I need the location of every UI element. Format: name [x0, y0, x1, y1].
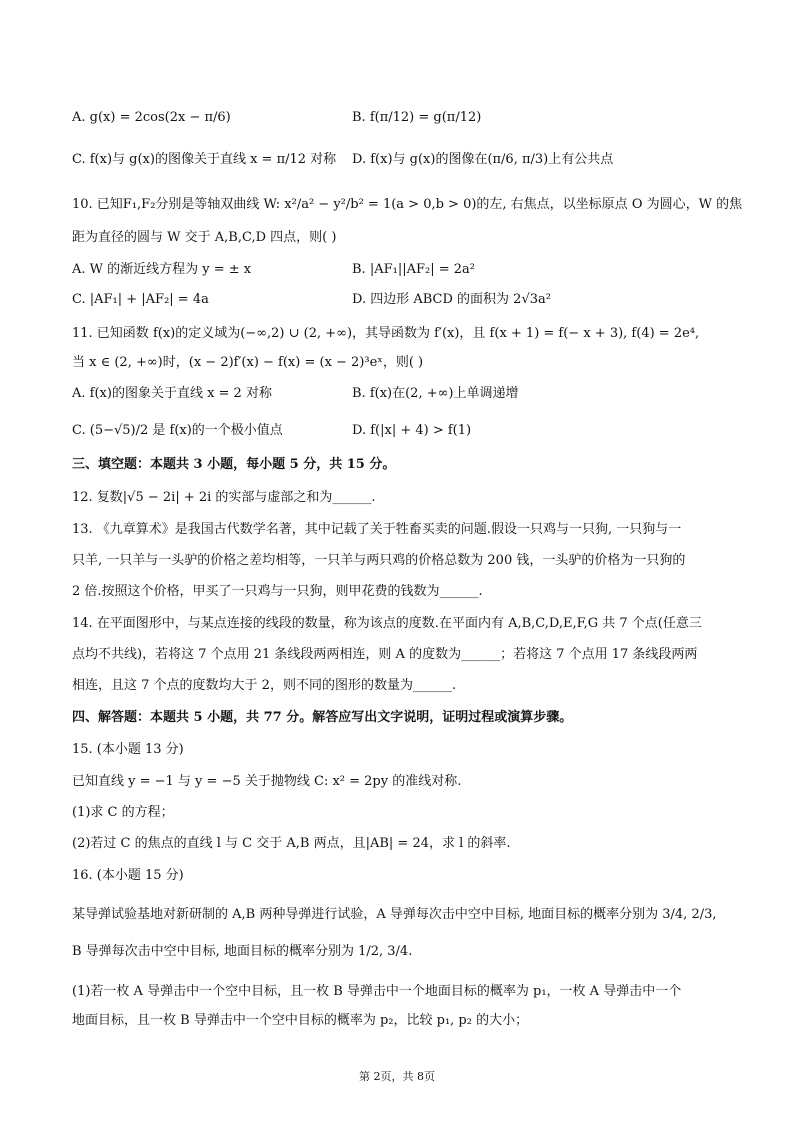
q16-part1-line1: (1)若一枚 A 导弹击中一个空中目标，且一枚 B 导弹击中一个地面目标的概率为 p₁，一枚 A 导弹击中一个 [72, 984, 682, 999]
q9-option-b: B. f(π/12) = g(π/12) [352, 110, 482, 125]
q10-stem-line1: 10. 已知F₁,F₂分别是等轴双曲线 W: x²/a² − y²/b² = 1(a > 0,b > 0)的左, 右焦点，以坐标原点 O 为圆心，W 的焦 [72, 197, 743, 212]
q10-option-c: C. |AF₁| + |AF₂| = 4a [72, 292, 209, 307]
q16-title: 16. (本小题 15 分) [72, 868, 184, 883]
q15-part1: (1)求 C 的方程； [72, 805, 174, 820]
q9-option-a: A. g(x) = 2cos(2x − π/6) [72, 110, 231, 125]
q14-line1: 14. 在平面图形中，与某点连接的线段的数量，称为该点的度数.在平面内有 A,B,C,D,E,F,G 共 7 个点(任意三 [72, 616, 702, 631]
q10-option-b: B. |AF₁||AF₂| = 2a² [352, 262, 475, 277]
q14-line3: 相连，且这 7 个点的度数均大于 2，则不同的图形的数量为______. [72, 678, 457, 693]
q9-option-d: D. f(x)与 g(x)的图像在(π/6, π/3)上有公共点 [352, 152, 614, 167]
q11-option-b: B. f(x)在(2, +∞)上单调递增 [352, 386, 519, 401]
page-footer: 第 2页，共 8页 [359, 1070, 435, 1083]
q13-line2: 只羊, 一只羊与一头驴的价格之差均相等，一只羊与两只鸡的价格总数为 200 钱，一头驴的价格为一只狗的 [72, 553, 686, 568]
q10-option-a: A. W 的渐近线方程为 y = ± x [72, 262, 252, 277]
q13-line1: 13. 《九章算术》是我国古代数学名著，其中记载了关于牲畜买卖的问题.假设一只鸡与一只狗, 一只狗与一 [72, 522, 682, 537]
section-heading-solutions: 四、解答题：本题共 5 小题，共 77 分。解答应写出文字说明，证明过程或演算步骤。 [72, 710, 573, 725]
q11-option-c: C. (5−√5)/2 是 f(x)的一个极小值点 [72, 423, 283, 438]
q15-title: 15. (本小题 13 分) [72, 742, 184, 757]
section-heading-fill-blank: 三、填空题：本题共 3 小题，每小题 5 分，共 15 分。 [72, 457, 396, 472]
q15-part2: (2)若过 C 的焦点的直线 l 与 C 交于 A,B 两点，且|AB| = 24，求 l 的斜率. [72, 836, 511, 851]
q16-line2: B 导弹每次击中空中目标, 地面目标的概率分别为 1/2, 3/4. [72, 944, 413, 959]
q11-option-a: A. f(x)的图象关于直线 x = 2 对称 [72, 386, 272, 401]
q9-option-c: C. f(x)与 g(x)的图像关于直线 x = π/12 对称 [72, 152, 337, 167]
q11-stem-line1: 11. 已知函数 f(x)的定义域为(−∞,2) ∪ (2, +∞)，其导函数为 f′(x)，且 f(x + 1) = f(− x + 3), f(4) = 2e⁴, [72, 326, 700, 341]
q13-line3: 2 倍.按照这个价格，甲买了一只鸡与一只狗，则甲花费的钱数为______. [72, 584, 483, 599]
q10-stem-line2: 距为直径的圆与 W 交于 A,B,C,D 四点，则( ) [72, 230, 337, 245]
q11-stem-line2: 当 x ∈ (2, +∞)时，(x − 2)f′(x) − f(x) = (x − 2)³eˣ，则( ) [72, 355, 424, 370]
q10-option-d: D. 四边形 ABCD 的面积为 2√3a² [352, 292, 551, 307]
q16-line1: 某导弹试验基地对新研制的 A,B 两种导弹进行试验，A 导弹每次击中空中目标, 地面目标的概率分别为 3/4, 2/3, [72, 907, 717, 922]
q15-stem: 已知直线 y = −1 与 y = −5 关于抛物线 C: x² = 2py 的准线对称. [72, 774, 462, 789]
q16-part1-line2: 地面目标，且一枚 B 导弹击中一个空中目标的概率为 p₂，比较 p₁, p₂ 的大小； [72, 1013, 529, 1028]
q14-line2: 点均不共线)，若将这 7 个点用 21 条线段两两相连，则 A 的度数为______；若将这 7 个点用 17 条线段两两 [72, 647, 698, 662]
q11-option-d: D. f(|x| + 4) > f(1) [352, 423, 472, 438]
q12-stem: 12. 复数|√5 − 2i| + 2i 的实部与虚部之和为______. [72, 490, 376, 505]
